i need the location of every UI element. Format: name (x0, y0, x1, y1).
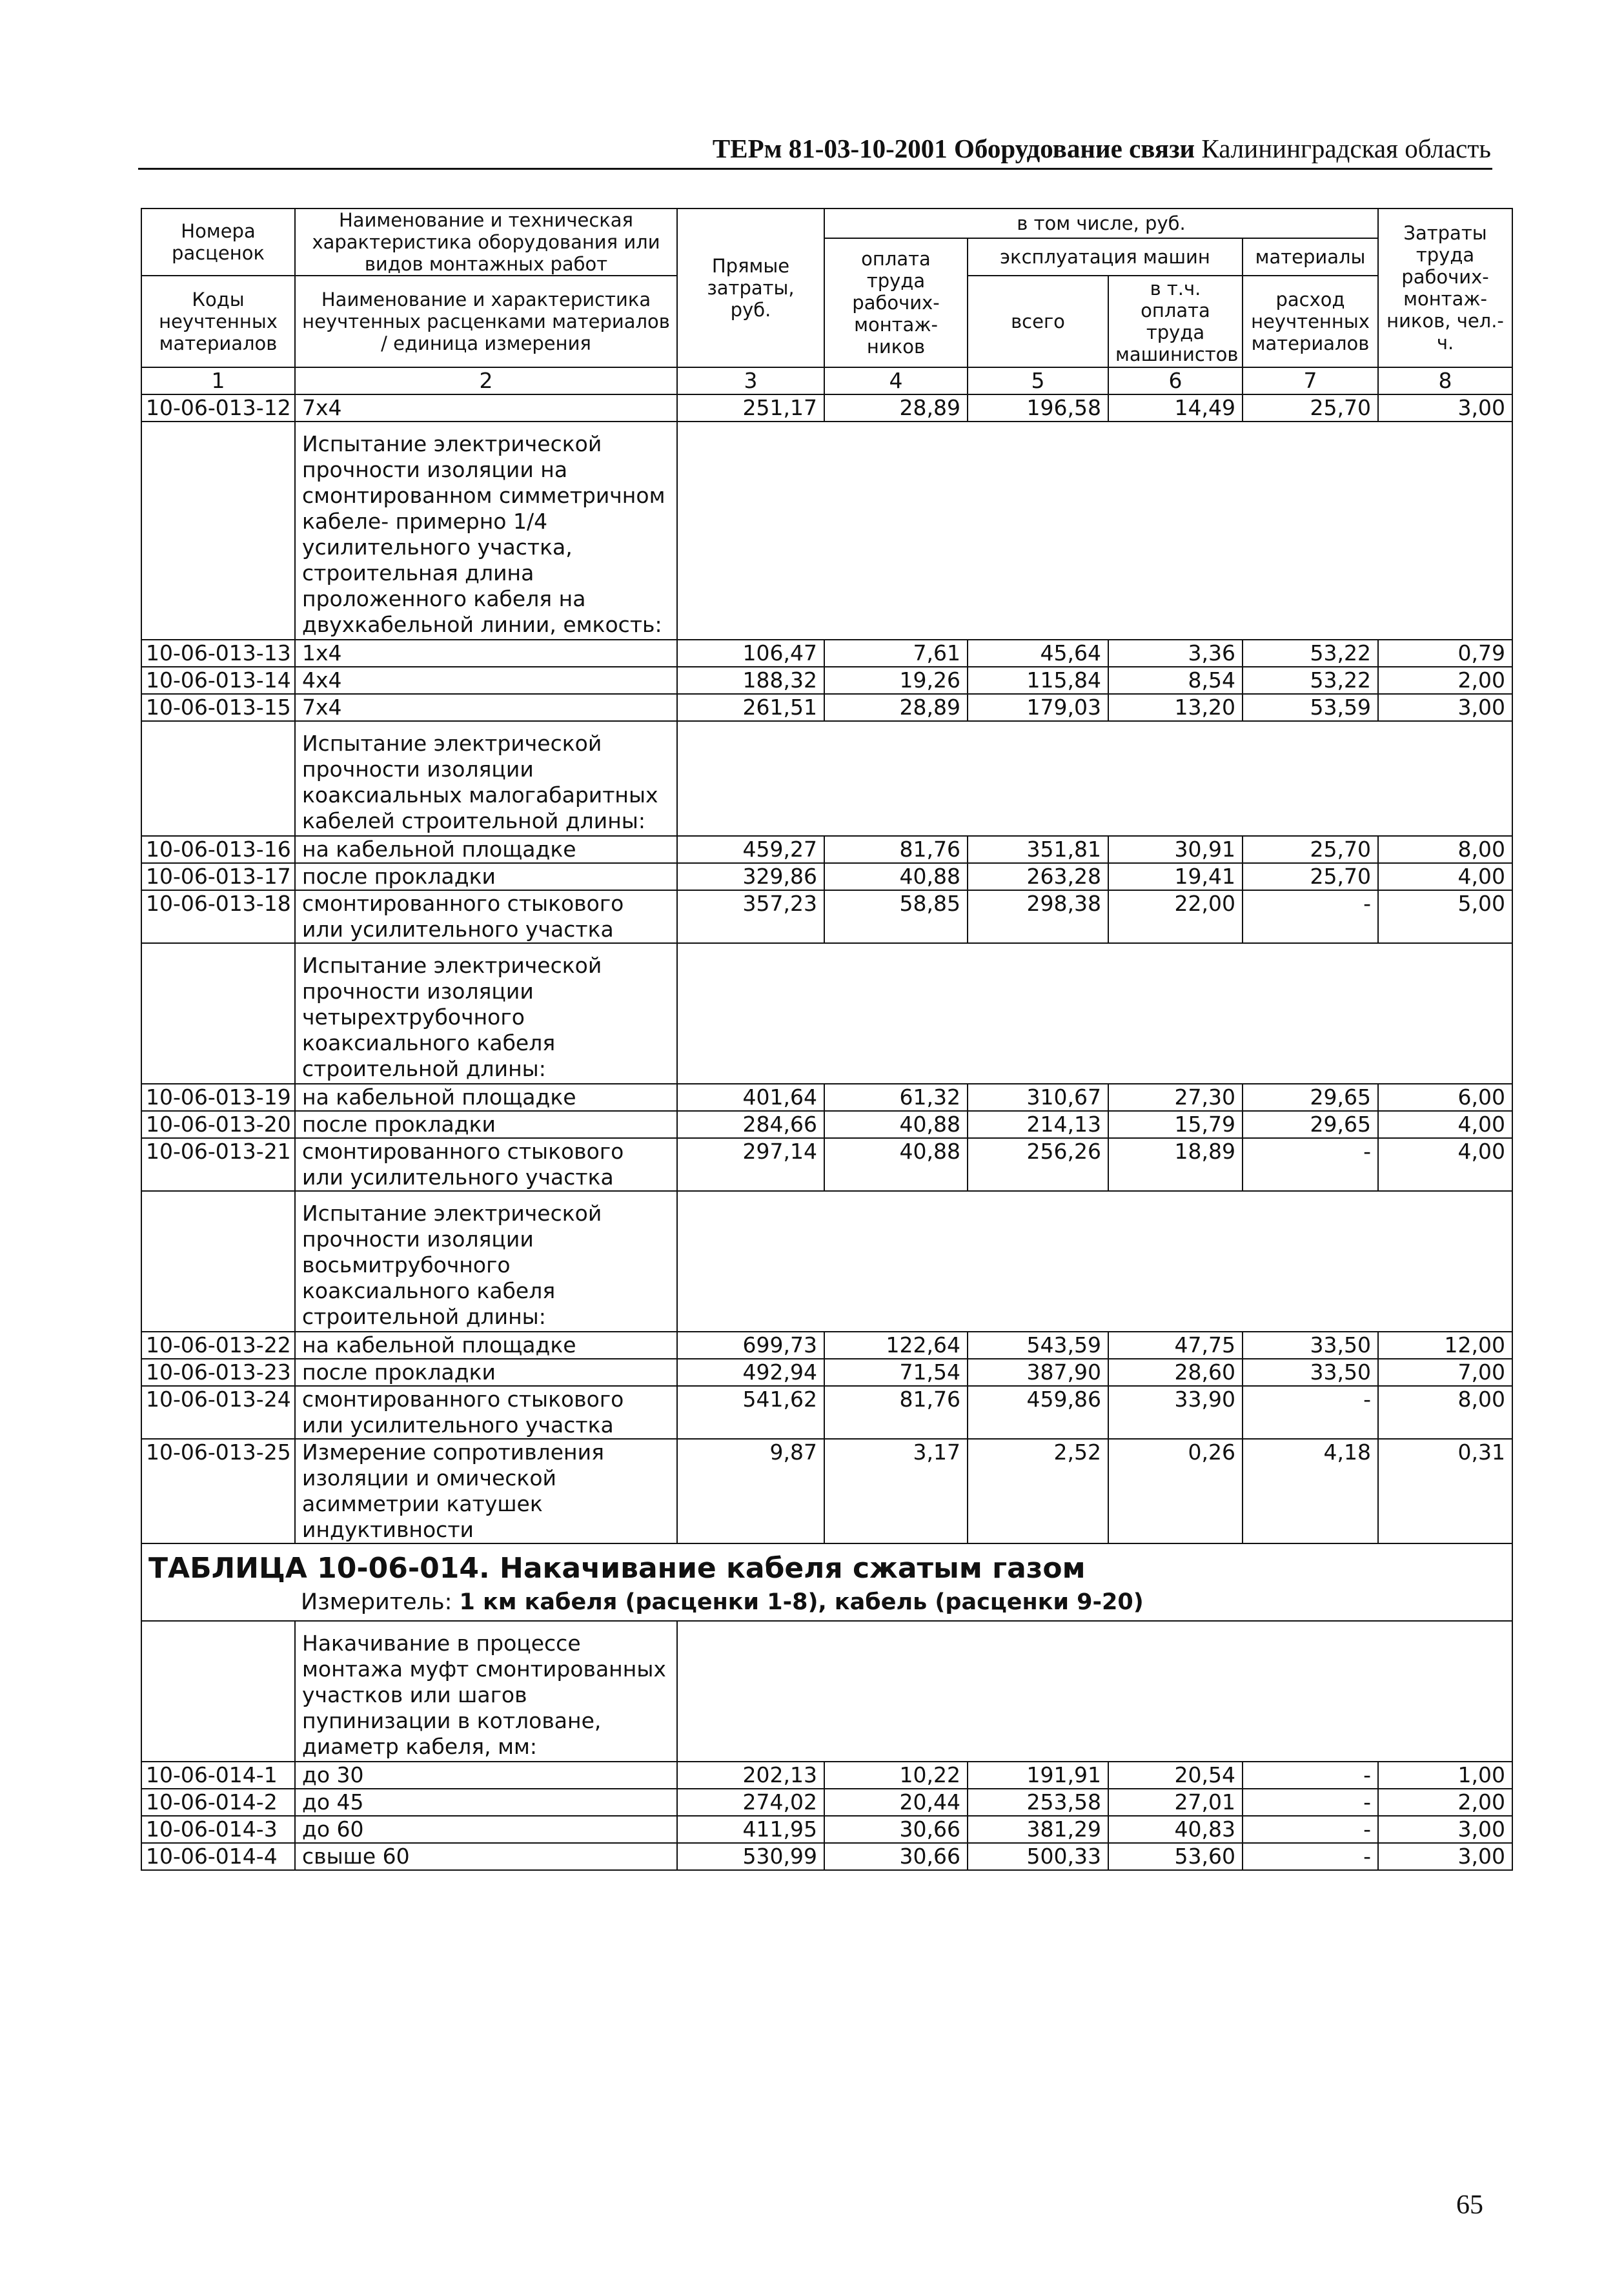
materials-cost: - (1243, 1762, 1378, 1789)
col-header-hours: Затраты труда рабочих-монтаж-ников, чел.-ч. (1378, 209, 1512, 367)
labor-cost: 10,22 (824, 1762, 968, 1789)
col-header-mat-sub: расход неучтенных материалов (1243, 276, 1378, 367)
machines-total: 310,67 (968, 1084, 1108, 1111)
direct-cost: 251,17 (677, 394, 824, 422)
col-header-labor: оплата труда рабочих-монтаж-ников (824, 238, 968, 367)
labor-hours: 0,31 (1378, 1439, 1512, 1543)
labor-cost: 81,76 (824, 1386, 968, 1439)
labor-cost: 30,66 (824, 1843, 968, 1870)
col-num: 6 (1108, 367, 1243, 394)
direct-cost: 492,94 (677, 1359, 824, 1386)
machines-labor: 18,89 (1108, 1138, 1243, 1191)
work-name: смонтированного стыкового или усилительного участка (295, 1138, 677, 1191)
col-header-materials: материалы (1243, 238, 1378, 276)
col-num: 5 (968, 367, 1108, 394)
col-num: 2 (295, 367, 677, 394)
direct-cost: 411,95 (677, 1816, 824, 1843)
machines-labor: 13,20 (1108, 694, 1243, 721)
labor-cost: 40,88 (824, 1111, 968, 1138)
direct-cost: 188,32 (677, 667, 824, 694)
direct-cost: 459,27 (677, 836, 824, 863)
machines-total: 45,64 (968, 640, 1108, 667)
table-row (141, 1359, 1512, 1386)
rate-code: 10-06-013-24 (141, 1386, 295, 1439)
table-row (141, 836, 1512, 863)
labor-hours: 3,00 (1378, 394, 1512, 422)
machines-total: 298,38 (968, 890, 1108, 943)
materials-cost: - (1243, 1386, 1378, 1439)
labor-hours: 12,00 (1378, 1332, 1512, 1359)
work-name: 7x4 (295, 394, 677, 422)
labor-cost: 40,88 (824, 1138, 968, 1191)
labor-cost: 28,89 (824, 394, 968, 422)
col-header-mach-labor: в т.ч. оплата труда машинистов (1108, 276, 1243, 367)
machines-total: 191,91 (968, 1762, 1108, 1789)
col-num: 4 (824, 367, 968, 394)
machines-labor: 22,00 (1108, 890, 1243, 943)
labor-cost: 28,89 (824, 694, 968, 721)
table-row (141, 394, 1512, 422)
labor-hours: 4,00 (1378, 1111, 1512, 1138)
materials-cost: - (1243, 1138, 1378, 1191)
materials-cost: 29,65 (1243, 1084, 1378, 1111)
machines-total: 543,59 (968, 1332, 1108, 1359)
machines-labor: 53,60 (1108, 1843, 1243, 1870)
machines-labor: 33,90 (1108, 1386, 1243, 1439)
table-row (141, 1386, 1512, 1439)
labor-hours: 2,00 (1378, 1789, 1512, 1816)
materials-cost: - (1243, 1843, 1378, 1870)
col-header-machines: эксплуатация машин (968, 238, 1243, 276)
section-row (141, 721, 1512, 836)
work-name: смонтированного стыкового или усилительного участка (295, 1386, 677, 1439)
header-rule (138, 168, 1492, 170)
machines-labor: 8,54 (1108, 667, 1243, 694)
work-name: 4x4 (295, 667, 677, 694)
rate-code: 10-06-013-17 (141, 863, 295, 890)
table-meter (148, 1588, 1505, 1616)
labor-cost: 71,54 (824, 1359, 968, 1386)
labor-hours: 2,00 (1378, 667, 1512, 694)
direct-cost: 274,02 (677, 1789, 824, 1816)
table-row (141, 640, 1512, 667)
table-row (141, 1843, 1512, 1870)
section-code-cell (141, 1621, 295, 1762)
work-name: 1x4 (295, 640, 677, 667)
rate-code: 10-06-014-1 (141, 1762, 295, 1789)
machines-labor: 15,79 (1108, 1111, 1243, 1138)
materials-cost: - (1243, 890, 1378, 943)
table-title: ТАБЛИЦА 10-06-014. Накачивание кабеля сжатым газом (148, 1552, 1086, 1585)
direct-cost: 329,86 (677, 863, 824, 890)
work-name: свыше 60 (295, 1843, 677, 1870)
machines-total: 256,26 (968, 1138, 1108, 1191)
labor-hours: 4,00 (1378, 863, 1512, 890)
page-number: 65 (1456, 2190, 1483, 2220)
col-num: 1 (141, 367, 295, 394)
section-text: Накачивание в процессе монтажа муфт смонтированных участков или шагов пупинизации в котловане, диаметр кабеля, мм: (295, 1621, 677, 1762)
labor-hours: 4,00 (1378, 1138, 1512, 1191)
section-text: Испытание электрической прочности изоляции на смонтированном симметричном кабеле- примерно 1/4 усилительного участка, строительная длина проложенного кабеля на двухкабельной линии, емкость: (295, 422, 677, 640)
doc-title: Оборудование связи (954, 134, 1195, 163)
section-blank (677, 422, 1512, 640)
rates-table (141, 208, 1513, 1871)
labor-hours: 0,79 (1378, 640, 1512, 667)
section-text: Испытание электрической прочности изоляции коаксиальных малогабаритных кабелей строительной длины: (295, 721, 677, 836)
section-blank (677, 1191, 1512, 1332)
section-text: Испытание электрической прочности изоляции четырехтрубочного коаксиального кабеля строительной длины: (295, 943, 677, 1084)
labor-cost: 40,88 (824, 863, 968, 890)
labor-cost: 61,32 (824, 1084, 968, 1111)
materials-cost: 25,70 (1243, 863, 1378, 890)
section-code-cell (141, 721, 295, 836)
work-name: на кабельной площадке (295, 1084, 677, 1111)
machines-total: 179,03 (968, 694, 1108, 721)
col-num: 8 (1378, 367, 1512, 394)
table-row (141, 1084, 1512, 1111)
materials-cost: 53,22 (1243, 640, 1378, 667)
direct-cost: 284,66 (677, 1111, 824, 1138)
labor-cost: 7,61 (824, 640, 968, 667)
section-code-cell (141, 422, 295, 640)
machines-labor: 20,54 (1108, 1762, 1243, 1789)
direct-cost: 530,99 (677, 1843, 824, 1870)
direct-cost: 541,62 (677, 1386, 824, 1439)
work-name: до 30 (295, 1762, 677, 1789)
rate-code: 10-06-014-4 (141, 1843, 295, 1870)
labor-cost: 30,66 (824, 1816, 968, 1843)
direct-cost: 202,13 (677, 1762, 824, 1789)
section-text: Испытание электрической прочности изоляции восьмитрубочного коаксиального кабеля строительной длины: (295, 1191, 677, 1332)
meter-label: Измеритель: (301, 1589, 452, 1615)
labor-hours: 1,00 (1378, 1762, 1512, 1789)
rate-code: 10-06-013-13 (141, 640, 295, 667)
rate-code: 10-06-013-18 (141, 890, 295, 943)
table-row (141, 1332, 1512, 1359)
machines-total: 196,58 (968, 394, 1108, 422)
labor-hours: 6,00 (1378, 1084, 1512, 1111)
section-blank (677, 1621, 1512, 1762)
machines-total: 2,52 (968, 1439, 1108, 1543)
labor-hours: 8,00 (1378, 836, 1512, 863)
region: Калининградская область (1201, 134, 1491, 163)
rate-code: 10-06-013-15 (141, 694, 295, 721)
machines-total: 381,29 (968, 1816, 1108, 1843)
doc-code: ТЕРм 81-03-10-2001 (712, 134, 948, 163)
rate-code: 10-06-014-2 (141, 1789, 295, 1816)
table-row (141, 1762, 1512, 1789)
rate-code: 10-06-013-14 (141, 667, 295, 694)
work-name: на кабельной площадке (295, 836, 677, 863)
work-name: до 45 (295, 1789, 677, 1816)
materials-cost: 4,18 (1243, 1439, 1378, 1543)
meter-value: 1 км кабеля (расценки 1-8), кабель (расценки 9-20) (459, 1589, 1144, 1615)
machines-total: 263,28 (968, 863, 1108, 890)
machines-total: 500,33 (968, 1843, 1108, 1870)
rate-code: 10-06-013-23 (141, 1359, 295, 1386)
labor-cost: 19,26 (824, 667, 968, 694)
section-blank (677, 943, 1512, 1084)
col-header-direct: Прямые затраты, руб. (677, 209, 824, 367)
table-row (141, 1816, 1512, 1843)
labor-cost: 20,44 (824, 1789, 968, 1816)
machines-total: 459,86 (968, 1386, 1108, 1439)
col-header-mach-total: всего (968, 276, 1108, 367)
work-name: после прокладки (295, 1111, 677, 1138)
work-name: смонтированного стыкового или усилительного участка (295, 890, 677, 943)
materials-cost: 25,70 (1243, 394, 1378, 422)
rate-code: 10-06-013-21 (141, 1138, 295, 1191)
labor-hours: 5,00 (1378, 890, 1512, 943)
labor-cost: 58,85 (824, 890, 968, 943)
rate-code: 10-06-013-25 (141, 1439, 295, 1543)
machines-total: 351,81 (968, 836, 1108, 863)
machines-labor: 28,60 (1108, 1359, 1243, 1386)
table-row (141, 1439, 1512, 1543)
machines-total: 115,84 (968, 667, 1108, 694)
section-row (141, 1621, 1512, 1762)
work-name: 7x4 (295, 694, 677, 721)
rate-code: 10-06-013-22 (141, 1332, 295, 1359)
materials-cost: 29,65 (1243, 1111, 1378, 1138)
table-row (141, 1138, 1512, 1191)
section-code-cell (141, 943, 295, 1084)
machines-labor: 27,01 (1108, 1789, 1243, 1816)
direct-cost: 401,64 (677, 1084, 824, 1111)
col-header-codes-bottom: Коды неучтенных материалов (141, 276, 295, 367)
machines-labor: 40,83 (1108, 1816, 1243, 1843)
labor-hours: 3,00 (1378, 1843, 1512, 1870)
col-header-name-bottom: Наименование и характеристика неучтенных расценками материалов / единица измерения (295, 276, 677, 367)
table-row (141, 694, 1512, 721)
machines-labor: 19,41 (1108, 863, 1243, 890)
labor-cost: 3,17 (824, 1439, 968, 1543)
work-name: на кабельной площадке (295, 1332, 677, 1359)
direct-cost: 699,73 (677, 1332, 824, 1359)
labor-hours: 7,00 (1378, 1359, 1512, 1386)
work-name: после прокладки (295, 863, 677, 890)
materials-cost: 53,22 (1243, 667, 1378, 694)
rate-code: 10-06-013-20 (141, 1111, 295, 1138)
work-name: после прокладки (295, 1359, 677, 1386)
materials-cost: - (1243, 1816, 1378, 1843)
direct-cost: 9,87 (677, 1439, 824, 1543)
col-num: 3 (677, 367, 824, 394)
materials-cost: 33,50 (1243, 1359, 1378, 1386)
machines-labor: 27,30 (1108, 1084, 1243, 1111)
col-header-incl: в том числе, руб. (824, 209, 1378, 238)
labor-cost: 122,64 (824, 1332, 968, 1359)
machines-total: 387,90 (968, 1359, 1108, 1386)
table-row (141, 1789, 1512, 1816)
machines-labor: 47,75 (1108, 1332, 1243, 1359)
work-name: Измерение сопротивления изоляции и омической асимметрии катушек индуктивности (295, 1439, 677, 1543)
machines-labor: 30,91 (1108, 836, 1243, 863)
table-heading-cell (141, 1543, 1512, 1621)
table-row (141, 890, 1512, 943)
materials-cost: 33,50 (1243, 1332, 1378, 1359)
machines-total: 253,58 (968, 1789, 1108, 1816)
rate-code: 10-06-013-12 (141, 394, 295, 422)
rate-code: 10-06-013-19 (141, 1084, 295, 1111)
running-header (658, 133, 1491, 164)
rate-code: 10-06-013-16 (141, 836, 295, 863)
section-row (141, 1191, 1512, 1332)
direct-cost: 357,23 (677, 890, 824, 943)
table-row (141, 1111, 1512, 1138)
machines-labor: 14,49 (1108, 394, 1243, 422)
labor-hours: 8,00 (1378, 1386, 1512, 1439)
rate-code: 10-06-014-3 (141, 1816, 295, 1843)
col-num: 7 (1243, 367, 1378, 394)
materials-cost: 25,70 (1243, 836, 1378, 863)
col-header-codes-top: Номера расценок (141, 209, 295, 276)
direct-cost: 261,51 (677, 694, 824, 721)
labor-cost: 81,76 (824, 836, 968, 863)
direct-cost: 106,47 (677, 640, 824, 667)
machines-labor: 3,36 (1108, 640, 1243, 667)
col-header-name-top: Наименование и техническая характеристика оборудования или видов монтажных работ (295, 209, 677, 276)
table-heading-row (141, 1543, 1512, 1621)
column-numbers-row (141, 367, 1512, 394)
table-row (141, 863, 1512, 890)
section-row (141, 943, 1512, 1084)
labor-hours: 3,00 (1378, 1816, 1512, 1843)
machines-labor: 0,26 (1108, 1439, 1243, 1543)
machines-total: 214,13 (968, 1111, 1108, 1138)
section-code-cell (141, 1191, 295, 1332)
labor-hours: 3,00 (1378, 694, 1512, 721)
table-row (141, 667, 1512, 694)
work-name: до 60 (295, 1816, 677, 1843)
section-row (141, 422, 1512, 640)
materials-cost: - (1243, 1789, 1378, 1816)
materials-cost: 53,59 (1243, 694, 1378, 721)
direct-cost: 297,14 (677, 1138, 824, 1191)
section-blank (677, 721, 1512, 836)
